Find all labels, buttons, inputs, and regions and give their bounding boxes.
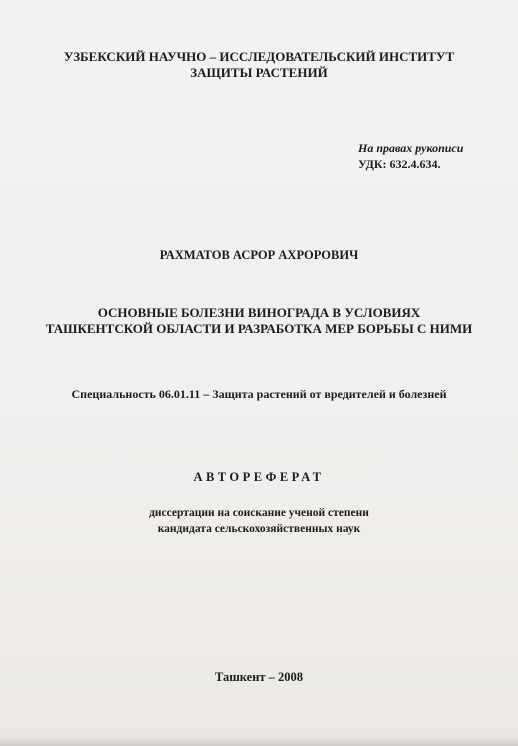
specialty: Специальность 06.01.11 – Защита растений от вредителей и болезней	[71, 387, 447, 401]
institute-name-line-2: ЗАЩИТЫ РАСТЕНИЙ	[190, 65, 328, 80]
dissertation-title	[0, 305, 518, 337]
degree-description-line-2: кандидата сельскохозяйственных наук	[157, 523, 361, 535]
author-name: РАХМАТОВ АСРОР АХРОРОВИЧ	[159, 248, 359, 262]
institute-name-line-1: УЗБЕКСКИЙ НАУЧНО – ИССЛЕДОВАТЕЛЬСКИЙ ИНСТИТУТ	[63, 49, 455, 64]
place-and-year: Ташкент – 2008	[214, 670, 304, 684]
udc-code: УДК: 632.4.634.	[358, 157, 441, 171]
institute-name	[0, 49, 518, 81]
document-type: АВТОРЕФЕРАТ	[193, 470, 325, 484]
degree-description	[0, 505, 518, 537]
dissertation-title-line-1: ОСНОВНЫЕ БОЛЕЗНИ ВИНОГРАДА В УСЛОВИЯХ	[97, 305, 421, 320]
degree-description-line-1: диссертации на соискание ученой степени	[149, 507, 369, 519]
dissertation-title-line-2: ТАШКЕНТСКОЙ ОБЛАСТИ И РАЗРАБОТКА МЕР БОРЬБЫ С НИМИ	[45, 321, 473, 336]
manuscript-rights-block	[358, 140, 463, 172]
manuscript-rights: На правах рукописи	[358, 141, 464, 155]
